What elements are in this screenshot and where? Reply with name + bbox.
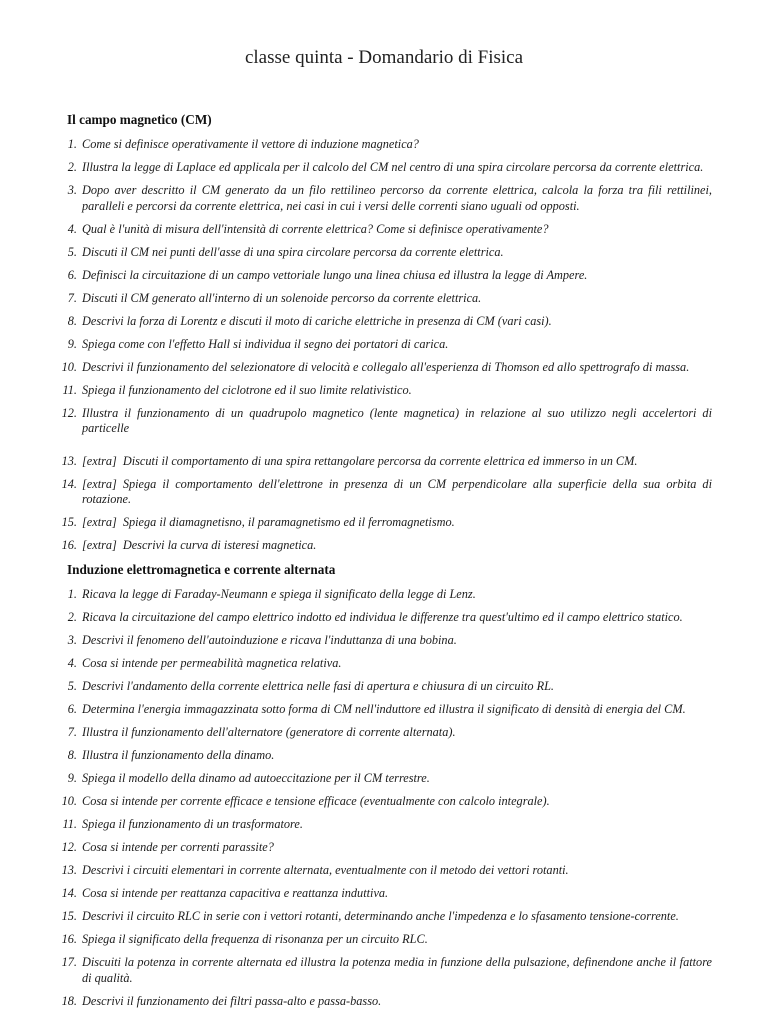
question-item xyxy=(56,245,712,261)
question-item xyxy=(56,886,712,902)
question-item xyxy=(56,932,712,948)
question-number: 12. xyxy=(61,840,77,854)
question-text: Spiega il funzionamento di un trasformatore. xyxy=(82,817,303,831)
question-text: Discuti il CM generato all'interno di un solenoide percorso da corrente elettrica. xyxy=(82,290,482,305)
question-item xyxy=(56,994,712,1010)
section-electromagnetic-induction xyxy=(56,561,712,1017)
question-text: Descrivi l'andamento della corrente elettrica nelle fasi di apertura e chiusura di un circuito RL. xyxy=(82,679,554,693)
question-item xyxy=(56,955,712,986)
question-item xyxy=(56,587,712,603)
question-item xyxy=(56,863,712,879)
question-item xyxy=(56,314,712,330)
question-number: 5. xyxy=(67,679,77,693)
question-number: 3. xyxy=(67,183,77,197)
question-text: Ricava la legge di Faraday-Neumann e spiega il significato della legge di Lenz. xyxy=(82,587,476,601)
question-text: Dopo aver descritto il CM generato da un filo rettilineo percorso da corrente elettrica, calcola la forza tra fili rettilinei, paralleli e percorsi da corrente elettrica, nei casi in cui i versi delle correnti siano uguali od opposti. xyxy=(82,183,712,213)
question-item xyxy=(56,633,712,649)
question-text: Illustra il funzionamento dell'alternatore (generatore di corrente alternata). xyxy=(82,725,456,739)
question-text: Cosa si intende per permeabilità magnetica relativa. xyxy=(82,656,342,670)
question-item xyxy=(56,748,712,764)
question-text: Spiega il diamagnetisno, il paramagnetismo ed il ferromagnetismo. xyxy=(122,515,455,529)
question-item xyxy=(56,160,712,176)
question-number: 11. xyxy=(62,817,77,831)
question-text: Discuiti la potenza in corrente alternata ed illustra la potenza media in funzione della pulsazione, definendone anche il fattore di qualità. xyxy=(82,955,712,985)
question-number: 9. xyxy=(67,336,77,351)
question-text: Determina l'energia immagazzinata sotto forma di CM nell'induttore ed illustra il significato di densità di energia del CM. xyxy=(82,702,686,716)
question-number: 15. xyxy=(61,515,77,529)
question-item xyxy=(56,909,712,925)
question-text: Cosa si intende per correnti parassite? xyxy=(82,840,274,854)
question-item xyxy=(56,337,712,353)
question-text: Descrivi i circuiti elementari in corrente alternata, eventualmente con il metodo dei vettori rotanti. xyxy=(82,863,569,877)
question-number: 2. xyxy=(67,160,77,174)
question-text: Descrivi il circuito RLC in serie con i vettori rotanti, determinando anche l'impedenza e lo sfasamento tensione-corrente. xyxy=(82,909,679,923)
question-text: Spiega il modello della dinamo ad autoeccitazione per il CM terrestre. xyxy=(82,771,430,785)
question-number: 14. xyxy=(61,476,77,491)
question-number: 6. xyxy=(67,702,77,716)
question-text: Discuti il comportamento di una spira rettangolare percorsa da corrente elettrica ed immerso in un CM. xyxy=(122,453,638,468)
question-number: 14. xyxy=(61,886,77,900)
question-item xyxy=(56,702,712,718)
question-text: Cosa si intende per reattanza capacitiva e reattanza induttiva. xyxy=(82,886,389,900)
question-number: 7. xyxy=(67,725,77,739)
question-item xyxy=(56,137,712,153)
question-text: Ricava la circuitazione del campo elettrico indotto ed individua le differenze tra quest'ultimo ed il campo elettrico statico. xyxy=(82,610,683,624)
question-item xyxy=(56,406,712,437)
question-item xyxy=(56,794,712,810)
question-number: 17. xyxy=(61,955,77,969)
question-item xyxy=(56,360,712,376)
question-number: 15. xyxy=(61,909,77,923)
question-item xyxy=(56,656,712,672)
question-number: 2. xyxy=(67,610,77,624)
question-item xyxy=(56,183,712,214)
question-number: 13. xyxy=(61,863,77,877)
question-text: Come si definisce operativamente il vettore di induzione magnetica? xyxy=(82,137,419,151)
question-item xyxy=(56,538,712,554)
question-number: 5. xyxy=(67,244,77,259)
extra-tag: [extra] xyxy=(82,515,117,529)
question-number: 9. xyxy=(67,771,77,785)
question-number: 6. xyxy=(67,267,77,282)
question-text: Spiega il comportamento dell'elettrone in presenza di un CM perpendicolare alla superficie della sua orbita di rotazione. xyxy=(82,476,712,506)
question-text: Spiega il significato della frequenza di risonanza per un circuito RLC. xyxy=(82,932,428,946)
question-text: Cosa si intende per corrente efficace e tensione efficace (eventualmente con calcolo integrale). xyxy=(82,794,550,808)
question-text: Descrivi il funzionamento dei filtri passa-alto e passa-basso. xyxy=(82,993,382,1008)
question-number: 8. xyxy=(67,313,77,328)
question-text: Descrivi il funzionamento del selezionatore di velocità e collegalo all'esperienza di Thomson ed allo spettrografo di massa. xyxy=(82,359,690,374)
extra-tag: [extra] xyxy=(82,538,117,552)
question-text: Illustra la legge di Laplace ed applicala per il calcolo del CM nel centro di una spira circolare percorsa da corrente elettrica. xyxy=(82,160,704,174)
question-text: Discuti il CM nei punti dell'asse di una spira circolare percorsa da corrente elettrica. xyxy=(82,244,504,259)
question-item xyxy=(56,291,712,307)
question-text: Definisci la circuitazione di un campo vettoriale lungo una linea chiusa ed illustra la legge di Ampere. xyxy=(82,267,588,282)
question-number: 7. xyxy=(67,290,77,305)
question-item xyxy=(56,454,712,470)
question-list xyxy=(56,137,712,554)
question-item xyxy=(56,771,712,787)
question-number: 8. xyxy=(67,748,77,762)
question-number: 13. xyxy=(61,453,77,468)
extra-tag: [extra] xyxy=(82,453,117,468)
question-item xyxy=(56,515,712,531)
question-text: Spiega come con l'effetto Hall si individua il segno dei portatori di carica. xyxy=(82,336,449,351)
question-number: 12. xyxy=(61,405,77,420)
question-item xyxy=(56,679,712,695)
question-number: 3. xyxy=(67,633,77,647)
question-number: 16. xyxy=(61,538,77,552)
question-number: 18. xyxy=(61,993,77,1008)
question-text: Spiega il funzionamento del ciclotrone ed il suo limite relativistico. xyxy=(82,382,412,397)
question-item xyxy=(56,222,712,238)
question-item xyxy=(56,725,712,741)
question-text: Illustra il funzionamento di un quadrupolo magnetico (lente magnetica) in relazione al suo utilizzo negli accelertori di particelle xyxy=(82,405,712,435)
extra-tag: [extra] xyxy=(82,476,117,491)
question-item xyxy=(56,817,712,833)
question-text: Descrivi il fenomeno dell'autoinduzione e ricava l'induttanza di una bobina. xyxy=(82,633,457,647)
question-text: Descrivi la curva di isteresi magnetica. xyxy=(122,538,317,552)
section-magnetic-field xyxy=(56,111,712,561)
question-item xyxy=(56,268,712,284)
question-number: 4. xyxy=(67,221,77,236)
question-number: 4. xyxy=(67,656,77,670)
question-number: 16. xyxy=(61,932,77,946)
section-heading: Induzione elettromagnetica e corrente alternata xyxy=(67,562,336,577)
question-number: 11. xyxy=(62,382,77,397)
question-text: Illustra il funzionamento della dinamo. xyxy=(82,748,275,762)
question-number: 10. xyxy=(61,359,77,374)
question-number: 10. xyxy=(61,794,77,808)
question-list xyxy=(56,587,712,1009)
section-heading: Il campo magnetico (CM) xyxy=(67,112,212,127)
question-number: 1. xyxy=(67,137,77,151)
document-title: classe quinta - Domandario di Fisica xyxy=(244,47,524,68)
question-text: Qual è l'unità di misura dell'intensità di corrente elettrica? Come si definisce operativamente? xyxy=(82,221,549,236)
question-item xyxy=(56,840,712,856)
question-item xyxy=(56,383,712,399)
question-item xyxy=(56,610,712,626)
question-number: 1. xyxy=(67,587,77,601)
question-item xyxy=(56,477,712,508)
question-text: Descrivi la forza di Lorentz e discuti il moto di cariche elettriche in presenza di CM (vari casi). xyxy=(82,313,552,328)
